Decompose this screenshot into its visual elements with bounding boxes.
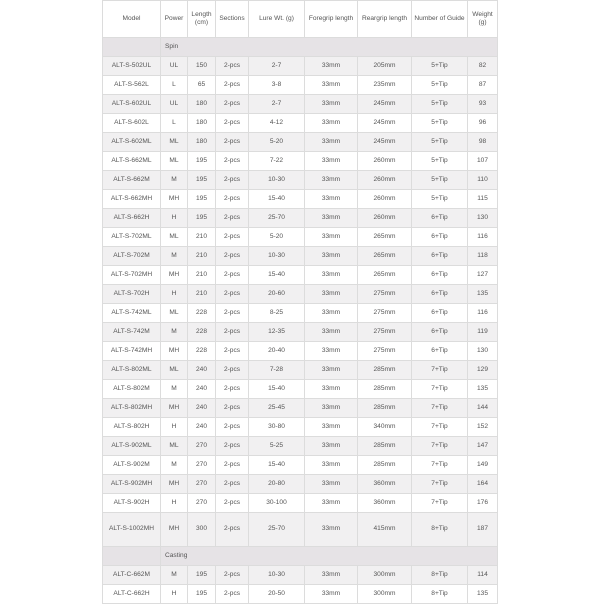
cell-lure-weight: 15-40 xyxy=(249,266,305,285)
cell-model: ALT-S-602ML xyxy=(103,133,161,152)
cell-sections: 2-pcs xyxy=(216,114,249,133)
cell-lure-weight: 20-50 xyxy=(249,585,305,604)
table-row xyxy=(103,266,498,285)
cell-power: ML xyxy=(161,437,188,456)
cell-length: 270 xyxy=(188,494,216,513)
cell-model: ALT-S-1002MH xyxy=(103,513,161,547)
header-row xyxy=(103,1,498,38)
cell-guides: 5+Tip xyxy=(412,114,468,133)
cell-weight: 107 xyxy=(468,152,498,171)
cell-weight: 116 xyxy=(468,304,498,323)
cell-lure-weight: 20-80 xyxy=(249,475,305,494)
cell-length: 195 xyxy=(188,585,216,604)
cell-sections: 2-pcs xyxy=(216,323,249,342)
cell-foregrip: 33mm xyxy=(305,418,358,437)
cell-lure-weight: 25-45 xyxy=(249,399,305,418)
cell-foregrip: 33mm xyxy=(305,285,358,304)
cell-reargrip: 245mm xyxy=(358,133,412,152)
header-lure-weight: Lure Wt. (g) xyxy=(249,1,305,38)
cell-guides: 8+Tip xyxy=(412,566,468,585)
cell-power: MH xyxy=(161,266,188,285)
cell-reargrip: 300mm xyxy=(358,566,412,585)
cell-lure-weight: 30-100 xyxy=(249,494,305,513)
cell-foregrip: 33mm xyxy=(305,342,358,361)
cell-length: 195 xyxy=(188,152,216,171)
cell-model: ALT-S-902MH xyxy=(103,475,161,494)
cell-model: ALT-S-662H xyxy=(103,209,161,228)
cell-lure-weight: 2-7 xyxy=(249,57,305,76)
cell-weight: 130 xyxy=(468,209,498,228)
cell-sections: 2-pcs xyxy=(216,133,249,152)
cell-sections: 2-pcs xyxy=(216,513,249,547)
cell-power: H xyxy=(161,209,188,228)
cell-reargrip: 360mm xyxy=(358,494,412,513)
cell-power: H xyxy=(161,494,188,513)
cell-model: ALT-S-702ML xyxy=(103,228,161,247)
cell-guides: 5+Tip xyxy=(412,57,468,76)
table-row xyxy=(103,323,498,342)
cell-reargrip: 285mm xyxy=(358,380,412,399)
header-reargrip: Reargrip length xyxy=(358,1,412,38)
cell-power: ML xyxy=(161,152,188,171)
header-foregrip: Foregrip length xyxy=(305,1,358,38)
cell-sections: 2-pcs xyxy=(216,361,249,380)
cell-foregrip: 33mm xyxy=(305,399,358,418)
cell-weight: 93 xyxy=(468,95,498,114)
cell-model: ALT-S-742ML xyxy=(103,304,161,323)
cell-sections: 2-pcs xyxy=(216,266,249,285)
cell-foregrip: 33mm xyxy=(305,475,358,494)
table-row xyxy=(103,57,498,76)
cell-power: H xyxy=(161,585,188,604)
cell-length: 210 xyxy=(188,285,216,304)
cell-foregrip: 33mm xyxy=(305,171,358,190)
cell-weight: 116 xyxy=(468,228,498,247)
cell-lure-weight: 15-40 xyxy=(249,190,305,209)
section-label: Casting xyxy=(161,547,498,566)
cell-guides: 6+Tip xyxy=(412,342,468,361)
cell-guides: 5+Tip xyxy=(412,133,468,152)
cell-foregrip: 33mm xyxy=(305,566,358,585)
cell-foregrip: 33mm xyxy=(305,133,358,152)
cell-weight: 176 xyxy=(468,494,498,513)
cell-reargrip: 275mm xyxy=(358,304,412,323)
cell-model: ALT-S-702H xyxy=(103,285,161,304)
cell-sections: 2-pcs xyxy=(216,304,249,323)
cell-lure-weight: 10-30 xyxy=(249,171,305,190)
cell-length: 240 xyxy=(188,380,216,399)
cell-power: UL xyxy=(161,95,188,114)
cell-power: M xyxy=(161,566,188,585)
cell-weight: 135 xyxy=(468,380,498,399)
cell-foregrip: 33mm xyxy=(305,190,358,209)
cell-weight: 187 xyxy=(468,513,498,547)
cell-model: ALT-S-902H xyxy=(103,494,161,513)
cell-reargrip: 245mm xyxy=(358,114,412,133)
cell-length: 240 xyxy=(188,399,216,418)
cell-lure-weight: 30-80 xyxy=(249,418,305,437)
cell-length: 270 xyxy=(188,437,216,456)
cell-foregrip: 33mm xyxy=(305,304,358,323)
table-row xyxy=(103,380,498,399)
cell-length: 270 xyxy=(188,475,216,494)
cell-weight: 98 xyxy=(468,133,498,152)
cell-reargrip: 265mm xyxy=(358,266,412,285)
table-row xyxy=(103,399,498,418)
cell-model: ALT-S-742MH xyxy=(103,342,161,361)
cell-weight: 96 xyxy=(468,114,498,133)
cell-length: 65 xyxy=(188,76,216,95)
cell-weight: 135 xyxy=(468,285,498,304)
cell-foregrip: 33mm xyxy=(305,585,358,604)
cell-sections: 2-pcs xyxy=(216,418,249,437)
cell-foregrip: 33mm xyxy=(305,76,358,95)
cell-guides: 7+Tip xyxy=(412,380,468,399)
table-row xyxy=(103,566,498,585)
cell-sections: 2-pcs xyxy=(216,380,249,399)
cell-length: 180 xyxy=(188,95,216,114)
cell-length: 210 xyxy=(188,247,216,266)
cell-weight: 110 xyxy=(468,171,498,190)
cell-length: 240 xyxy=(188,361,216,380)
cell-weight: 115 xyxy=(468,190,498,209)
table-row xyxy=(103,494,498,513)
cell-model: ALT-S-802MH xyxy=(103,399,161,418)
cell-reargrip: 415mm xyxy=(358,513,412,547)
cell-power: M xyxy=(161,323,188,342)
cell-weight: 127 xyxy=(468,266,498,285)
cell-sections: 2-pcs xyxy=(216,190,249,209)
cell-foregrip: 33mm xyxy=(305,380,358,399)
cell-reargrip: 300mm xyxy=(358,585,412,604)
cell-weight: 114 xyxy=(468,566,498,585)
table-row xyxy=(103,418,498,437)
cell-weight: 135 xyxy=(468,585,498,604)
cell-power: ML xyxy=(161,228,188,247)
cell-reargrip: 285mm xyxy=(358,437,412,456)
cell-lure-weight: 25-70 xyxy=(249,513,305,547)
section-spacer-cell xyxy=(103,38,161,57)
cell-weight: 147 xyxy=(468,437,498,456)
cell-foregrip: 33mm xyxy=(305,247,358,266)
cell-guides: 7+Tip xyxy=(412,418,468,437)
cell-reargrip: 285mm xyxy=(358,399,412,418)
cell-power: H xyxy=(161,418,188,437)
cell-weight: 164 xyxy=(468,475,498,494)
cell-reargrip: 265mm xyxy=(358,247,412,266)
cell-length: 195 xyxy=(188,171,216,190)
cell-foregrip: 33mm xyxy=(305,266,358,285)
cell-sections: 2-pcs xyxy=(216,399,249,418)
cell-sections: 2-pcs xyxy=(216,437,249,456)
cell-reargrip: 260mm xyxy=(358,190,412,209)
cell-foregrip: 33mm xyxy=(305,437,358,456)
cell-sections: 2-pcs xyxy=(216,247,249,266)
cell-lure-weight: 8-25 xyxy=(249,304,305,323)
cell-sections: 2-pcs xyxy=(216,171,249,190)
cell-lure-weight: 12-35 xyxy=(249,323,305,342)
cell-guides: 7+Tip xyxy=(412,494,468,513)
cell-model: ALT-S-802M xyxy=(103,380,161,399)
cell-model: ALT-S-662M xyxy=(103,171,161,190)
table-row xyxy=(103,475,498,494)
cell-lure-weight: 25-70 xyxy=(249,209,305,228)
cell-guides: 5+Tip xyxy=(412,171,468,190)
cell-power: L xyxy=(161,114,188,133)
cell-lure-weight: 10-30 xyxy=(249,566,305,585)
cell-model: ALT-S-802H xyxy=(103,418,161,437)
cell-sections: 2-pcs xyxy=(216,494,249,513)
cell-foregrip: 33mm xyxy=(305,228,358,247)
cell-sections: 2-pcs xyxy=(216,209,249,228)
header-sections: Sections xyxy=(216,1,249,38)
table-row xyxy=(103,437,498,456)
cell-sections: 2-pcs xyxy=(216,57,249,76)
header-weight: Weight (g) xyxy=(468,1,498,38)
cell-power: MH xyxy=(161,513,188,547)
cell-length: 300 xyxy=(188,513,216,547)
cell-model: ALT-S-702MH xyxy=(103,266,161,285)
table-row xyxy=(103,304,498,323)
cell-reargrip: 275mm xyxy=(358,285,412,304)
cell-model: ALT-S-602UL xyxy=(103,95,161,114)
cell-lure-weight: 7-28 xyxy=(249,361,305,380)
cell-lure-weight: 5-20 xyxy=(249,133,305,152)
header-model: Model xyxy=(103,1,161,38)
cell-length: 270 xyxy=(188,456,216,475)
cell-power: MH xyxy=(161,475,188,494)
cell-model: ALT-S-802ML xyxy=(103,361,161,380)
cell-reargrip: 275mm xyxy=(358,342,412,361)
section-spacer-cell xyxy=(103,547,161,566)
cell-length: 180 xyxy=(188,114,216,133)
cell-length: 210 xyxy=(188,266,216,285)
cell-reargrip: 245mm xyxy=(358,95,412,114)
cell-guides: 7+Tip xyxy=(412,456,468,475)
cell-power: M xyxy=(161,171,188,190)
header-guides: Number of Guide xyxy=(412,1,468,38)
cell-power: M xyxy=(161,380,188,399)
cell-weight: 152 xyxy=(468,418,498,437)
cell-lure-weight: 2-7 xyxy=(249,95,305,114)
cell-reargrip: 205mm xyxy=(358,57,412,76)
cell-sections: 2-pcs xyxy=(216,475,249,494)
cell-weight: 129 xyxy=(468,361,498,380)
cell-foregrip: 33mm xyxy=(305,114,358,133)
section-header-row xyxy=(103,547,498,566)
cell-guides: 7+Tip xyxy=(412,361,468,380)
cell-sections: 2-pcs xyxy=(216,228,249,247)
cell-weight: 118 xyxy=(468,247,498,266)
table-row xyxy=(103,114,498,133)
cell-guides: 6+Tip xyxy=(412,228,468,247)
table-row xyxy=(103,95,498,114)
table-row xyxy=(103,190,498,209)
cell-foregrip: 33mm xyxy=(305,361,358,380)
cell-foregrip: 33mm xyxy=(305,95,358,114)
cell-guides: 7+Tip xyxy=(412,475,468,494)
cell-power: L xyxy=(161,76,188,95)
cell-weight: 87 xyxy=(468,76,498,95)
cell-lure-weight: 20-40 xyxy=(249,342,305,361)
cell-foregrip: 33mm xyxy=(305,323,358,342)
cell-length: 180 xyxy=(188,133,216,152)
cell-reargrip: 285mm xyxy=(358,456,412,475)
table-row xyxy=(103,247,498,266)
section-header-row xyxy=(103,38,498,57)
cell-sections: 2-pcs xyxy=(216,95,249,114)
cell-model: ALT-S-662MH xyxy=(103,190,161,209)
cell-guides: 8+Tip xyxy=(412,585,468,604)
cell-foregrip: 33mm xyxy=(305,209,358,228)
cell-guides: 5+Tip xyxy=(412,152,468,171)
cell-guides: 6+Tip xyxy=(412,247,468,266)
cell-weight: 144 xyxy=(468,399,498,418)
cell-lure-weight: 15-40 xyxy=(249,380,305,399)
table-row xyxy=(103,228,498,247)
cell-guides: 5+Tip xyxy=(412,76,468,95)
header-power: Power xyxy=(161,1,188,38)
cell-weight: 149 xyxy=(468,456,498,475)
cell-guides: 7+Tip xyxy=(412,399,468,418)
cell-power: UL xyxy=(161,57,188,76)
cell-lure-weight: 10-30 xyxy=(249,247,305,266)
cell-length: 195 xyxy=(188,209,216,228)
cell-guides: 6+Tip xyxy=(412,285,468,304)
cell-guides: 5+Tip xyxy=(412,190,468,209)
cell-reargrip: 275mm xyxy=(358,323,412,342)
cell-lure-weight: 20-60 xyxy=(249,285,305,304)
cell-sections: 2-pcs xyxy=(216,152,249,171)
cell-power: ML xyxy=(161,304,188,323)
table-row xyxy=(103,209,498,228)
cell-reargrip: 260mm xyxy=(358,171,412,190)
table-row xyxy=(103,76,498,95)
cell-model: ALT-C-662H xyxy=(103,585,161,604)
table-row xyxy=(103,285,498,304)
cell-model: ALT-S-562L xyxy=(103,76,161,95)
cell-sections: 2-pcs xyxy=(216,456,249,475)
cell-reargrip: 285mm xyxy=(358,361,412,380)
cell-weight: 82 xyxy=(468,57,498,76)
cell-power: M xyxy=(161,247,188,266)
cell-power: MH xyxy=(161,399,188,418)
cell-guides: 6+Tip xyxy=(412,209,468,228)
cell-lure-weight: 5-25 xyxy=(249,437,305,456)
cell-lure-weight: 3-8 xyxy=(249,76,305,95)
cell-power: MH xyxy=(161,190,188,209)
cell-lure-weight: 5-20 xyxy=(249,228,305,247)
cell-reargrip: 340mm xyxy=(358,418,412,437)
table-body xyxy=(103,38,498,604)
cell-length: 150 xyxy=(188,57,216,76)
cell-sections: 2-pcs xyxy=(216,285,249,304)
cell-length: 240 xyxy=(188,418,216,437)
cell-model: ALT-S-602L xyxy=(103,114,161,133)
cell-foregrip: 33mm xyxy=(305,513,358,547)
cell-foregrip: 33mm xyxy=(305,152,358,171)
cell-foregrip: 33mm xyxy=(305,57,358,76)
cell-lure-weight: 7-22 xyxy=(249,152,305,171)
cell-model: ALT-S-662ML xyxy=(103,152,161,171)
cell-length: 195 xyxy=(188,566,216,585)
table-row xyxy=(103,152,498,171)
cell-length: 228 xyxy=(188,304,216,323)
cell-power: M xyxy=(161,456,188,475)
cell-weight: 119 xyxy=(468,323,498,342)
cell-foregrip: 33mm xyxy=(305,494,358,513)
header-length: Length (cm) xyxy=(188,1,216,38)
cell-sections: 2-pcs xyxy=(216,342,249,361)
cell-model: ALT-C-662M xyxy=(103,566,161,585)
cell-reargrip: 235mm xyxy=(358,76,412,95)
cell-guides: 7+Tip xyxy=(412,437,468,456)
table-row xyxy=(103,585,498,604)
cell-reargrip: 260mm xyxy=(358,152,412,171)
cell-power: H xyxy=(161,285,188,304)
table-row xyxy=(103,133,498,152)
cell-length: 210 xyxy=(188,228,216,247)
cell-power: ML xyxy=(161,361,188,380)
cell-sections: 2-pcs xyxy=(216,566,249,585)
cell-guides: 6+Tip xyxy=(412,304,468,323)
cell-model: ALT-S-902M xyxy=(103,456,161,475)
table-row xyxy=(103,456,498,475)
cell-reargrip: 360mm xyxy=(358,475,412,494)
table-row xyxy=(103,513,498,547)
table-row xyxy=(103,171,498,190)
cell-lure-weight: 4-12 xyxy=(249,114,305,133)
cell-guides: 8+Tip xyxy=(412,513,468,547)
rod-spec-table xyxy=(102,0,498,604)
table-row xyxy=(103,361,498,380)
cell-model: ALT-S-702M xyxy=(103,247,161,266)
section-label: Spin xyxy=(161,38,498,57)
cell-sections: 2-pcs xyxy=(216,76,249,95)
cell-power: MH xyxy=(161,342,188,361)
cell-sections: 2-pcs xyxy=(216,585,249,604)
cell-model: ALT-S-502UL xyxy=(103,57,161,76)
cell-model: ALT-S-742M xyxy=(103,323,161,342)
cell-guides: 6+Tip xyxy=(412,266,468,285)
cell-power: ML xyxy=(161,133,188,152)
cell-length: 228 xyxy=(188,323,216,342)
cell-lure-weight: 15-40 xyxy=(249,456,305,475)
cell-model: ALT-S-902ML xyxy=(103,437,161,456)
cell-reargrip: 260mm xyxy=(358,209,412,228)
cell-length: 195 xyxy=(188,190,216,209)
cell-foregrip: 33mm xyxy=(305,456,358,475)
cell-weight: 130 xyxy=(468,342,498,361)
cell-length: 228 xyxy=(188,342,216,361)
table-header xyxy=(103,1,498,38)
cell-guides: 5+Tip xyxy=(412,95,468,114)
table-row xyxy=(103,342,498,361)
cell-guides: 6+Tip xyxy=(412,323,468,342)
cell-reargrip: 265mm xyxy=(358,228,412,247)
